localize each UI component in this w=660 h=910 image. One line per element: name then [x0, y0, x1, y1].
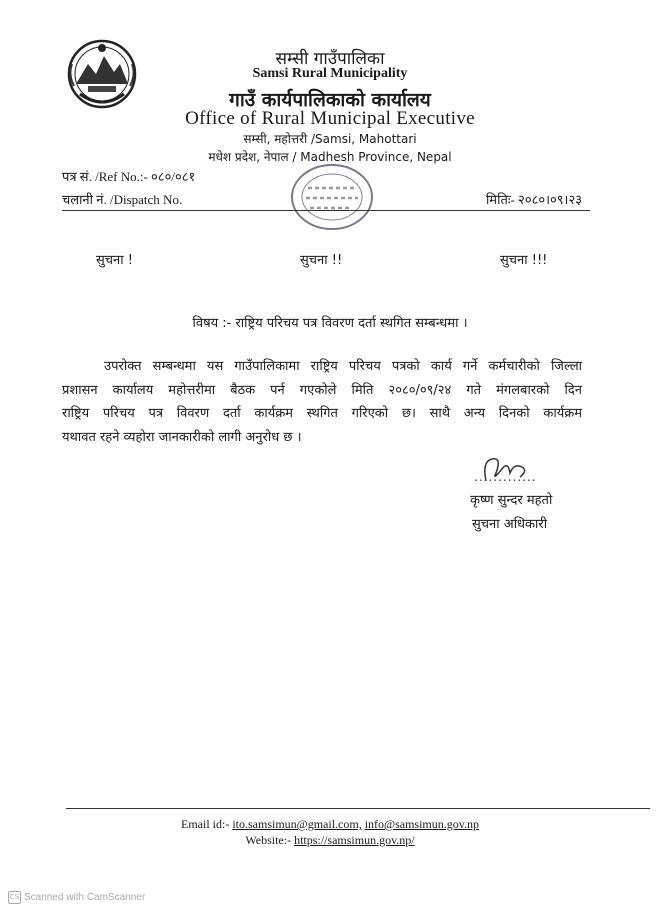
- website-label: Website:-: [245, 833, 292, 847]
- scanner-text: Scanned with CamScanner: [24, 892, 146, 904]
- email-label: Email id:-: [181, 817, 230, 831]
- footer-email-line: [0, 817, 660, 832]
- dispatch-number: चलानी नं. /Dispatch No.: [62, 192, 183, 207]
- notice-label-2: सुचना !!: [300, 253, 343, 268]
- address-line-1: सम्सी, महोत्तरी /Samsi, Mahottari: [243, 132, 417, 146]
- signature-dots: .............: [474, 470, 537, 484]
- signatory-name: कृष्ण सुन्दर महतो: [470, 493, 553, 508]
- municipality-name-en: Samsi Rural Municipality: [252, 66, 408, 81]
- body-line: उपरोक्त सम्बन्धमा यस गाउँपालिकामा राष्ट्रिय परिचय पत्रको कार्य गर्ने कर्मचारीको जिल्ला: [104, 359, 582, 374]
- website-link[interactable]: https://samsimun.gov.np/: [294, 833, 415, 847]
- office-stamp-icon: [284, 158, 380, 236]
- body-line: यथावत रहने व्यहोरा जानकारीको लागी अनुरोध छ ।: [62, 429, 302, 445]
- letter-body: [62, 355, 582, 449]
- email-link-1[interactable]: ito.samsimun@gmail.com,: [232, 817, 362, 831]
- camscanner-logo-icon: CS: [8, 891, 21, 904]
- address-line-2: मधेश प्रदेश, नेपाल / Madhesh Province, Nepal: [208, 150, 452, 164]
- municipality-name-np: सम्सी गाउँपालिका: [275, 49, 385, 69]
- notice-label-3: सुचना !!!: [500, 253, 548, 268]
- footer-website-line: [0, 833, 660, 848]
- office-name-en: Office of Rural Municipal Executive: [185, 108, 475, 129]
- scanner-watermark: [8, 891, 145, 904]
- body-line: प्रशासन कार्यालय महोत्तरीमा बैठक पर्न गएकोले मिति २०८०/०९/२४ गते मंगलबारको दिन: [62, 382, 582, 398]
- signatory-title: सुचना अधिकारी: [472, 517, 548, 532]
- subject-line: विषय :- राष्ट्रिय परिचय पत्र विवरण दर्ता स्थगित सम्बन्धमा ।: [192, 316, 468, 331]
- body-line: राष्ट्रिय परिचय पत्र विवरण दर्ता कार्यक्रम स्थगित गरिएको छ। साथै अन्य दिनको कार्यक्रम: [62, 406, 582, 421]
- header-divider: [62, 210, 590, 211]
- notice-label-1: सुचना !: [96, 253, 133, 268]
- reference-number: पत्र सं. /Ref No.:- ०८०/०८१: [62, 169, 196, 184]
- office-name-np: गाउँ कार्यपालिकाको कार्यालय: [229, 89, 431, 111]
- footer-divider: [66, 808, 650, 809]
- email-link-2[interactable]: info@samsimun.gov.np: [364, 817, 479, 831]
- letter-date: मितिः- २०८०।०९।२३: [485, 192, 582, 207]
